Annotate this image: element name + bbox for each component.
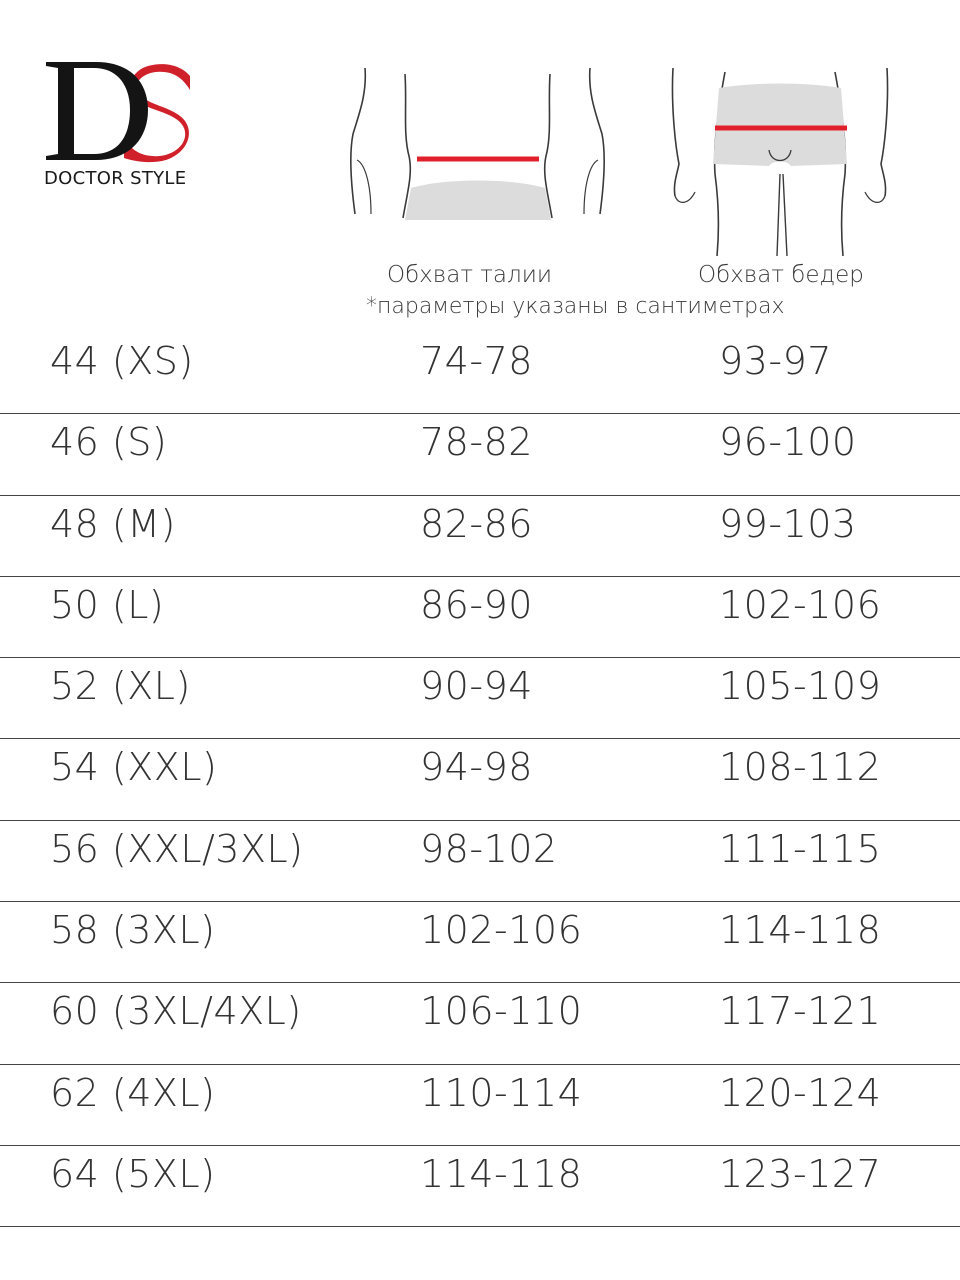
table-row <box>0 577 960 658</box>
waist-cell: 110-114 <box>420 1070 583 1115</box>
hips-cell: 114-118 <box>719 908 882 953</box>
waist-measure-figure-icon <box>345 64 610 224</box>
hips-cell: 96-100 <box>719 420 857 465</box>
waist-cell: 86-90 <box>420 582 533 627</box>
size-cell: 62 (4XL) <box>50 1070 216 1115</box>
hips-caption: Обхват бедер <box>698 262 864 288</box>
waist-cell: 98-102 <box>420 826 558 871</box>
hips-cell: 111-115 <box>719 826 882 871</box>
size-table <box>0 333 960 1227</box>
waist-cell: 94-98 <box>420 745 533 790</box>
size-cell: 46 (S) <box>50 420 168 465</box>
waist-cell: 78-82 <box>420 420 533 465</box>
hips-cell: 120-124 <box>719 1070 882 1115</box>
waist-cell: 82-86 <box>420 501 533 546</box>
ds-logo-icon <box>44 58 204 168</box>
size-cell: 64 (5XL) <box>50 1151 216 1196</box>
table-row <box>0 739 960 820</box>
hips-measure-figure-icon <box>665 64 895 259</box>
table-row <box>0 414 960 495</box>
size-cell: 58 (3XL) <box>50 908 216 953</box>
table-row <box>0 333 960 414</box>
brand-name: DOCTOR STYLE <box>44 168 187 189</box>
size-cell: 50 (L) <box>50 582 165 627</box>
hips-cell: 93-97 <box>719 339 832 383</box>
hips-cell: 108-112 <box>719 745 882 790</box>
table-row <box>0 983 960 1064</box>
table-row <box>0 1065 960 1146</box>
waist-cell: 114-118 <box>420 1151 583 1196</box>
hips-cell: 117-121 <box>719 989 882 1034</box>
table-row <box>0 1146 960 1227</box>
table-row <box>0 902 960 983</box>
size-cell: 52 (XL) <box>50 664 191 709</box>
table-row <box>0 658 960 739</box>
hips-cell: 105-109 <box>719 664 882 709</box>
size-cell: 56 (XXL/3XL) <box>50 826 304 871</box>
waist-cell: 102-106 <box>420 908 583 953</box>
hips-cell: 102-106 <box>719 582 882 627</box>
hips-cell: 99-103 <box>719 501 857 546</box>
waist-cell: 90-94 <box>420 664 533 709</box>
waist-cell: 106-110 <box>420 989 583 1034</box>
units-note: *параметры указаны в сантиметрах <box>366 294 785 319</box>
hips-cell: 123-127 <box>719 1151 882 1196</box>
waist-cell: 74-78 <box>420 339 533 383</box>
size-cell: 54 (XXL) <box>50 745 218 790</box>
size-cell: 48 (M) <box>50 501 176 546</box>
waist-caption: Обхват талии <box>387 262 553 288</box>
size-cell: 44 (XS) <box>50 339 194 383</box>
table-row <box>0 821 960 902</box>
table-row <box>0 496 960 577</box>
size-cell: 60 (3XL/4XL) <box>50 989 302 1034</box>
